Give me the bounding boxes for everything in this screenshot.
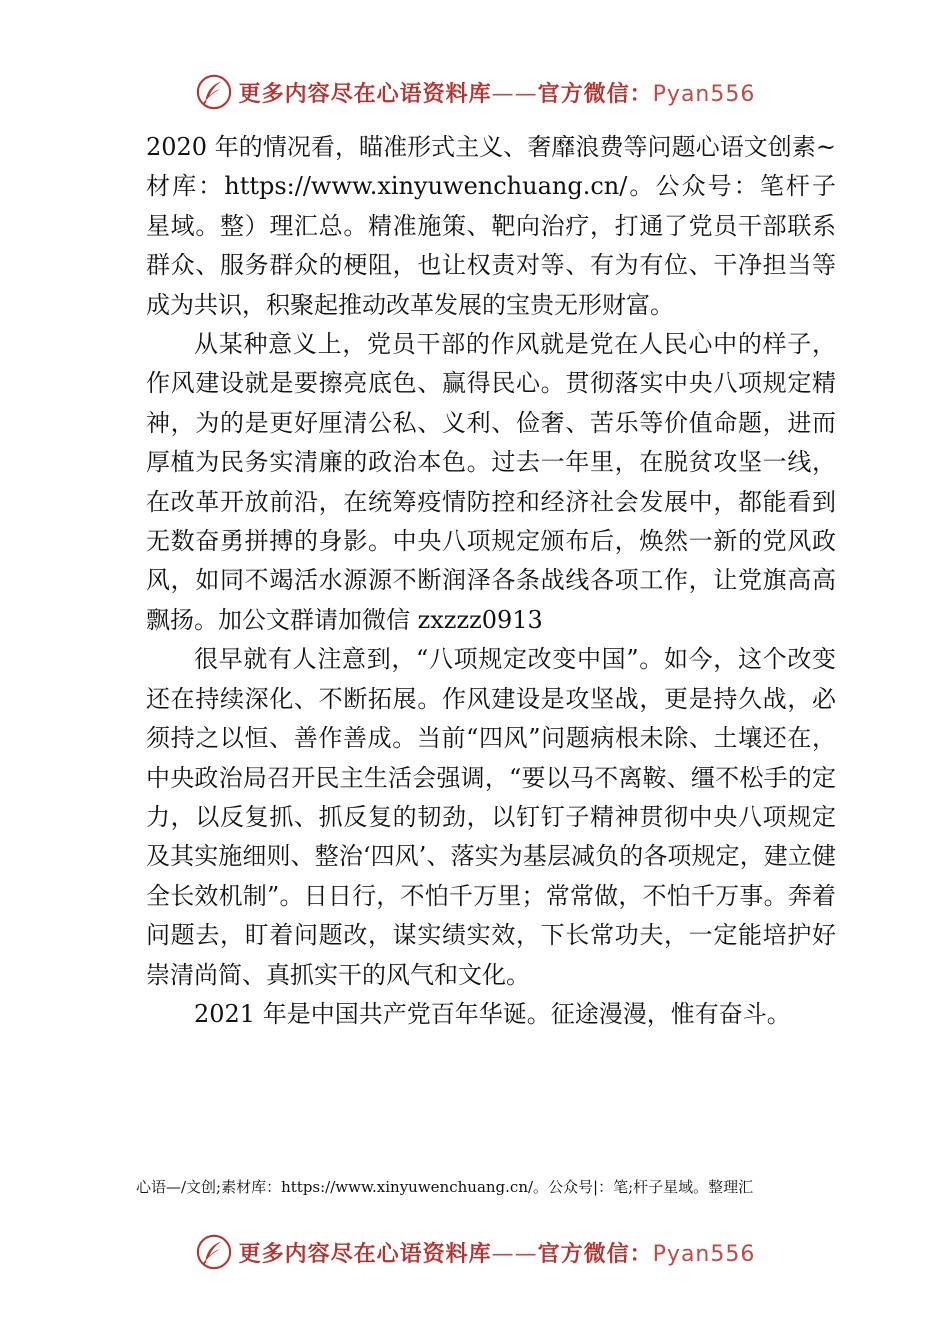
banner-wechat-id: Pyan556: [652, 81, 756, 107]
banner-text: [239, 1237, 756, 1268]
banner-separator: ——: [491, 81, 538, 107]
banner-title: 更多内容尽在心语资料库: [238, 1241, 492, 1267]
paragraph: 很早就有人注意到，“八项规定改变中国”。如今，这个改变还在持续深化、不断拓展。作风建设是攻坚战，更是持久战，必须持之以恒、善作善成。当前“四风”问题病根未除、土壤还在，中央政治局召开民主生活会强调，“要以马不离鞍、缰不松手的定力，以反复抓、抓反复的韧劲，以钉钉子精神贯彻中央八项规定及其实施细则、整治‘四风’、落实为基层减负的各项规定，建立健全长效机制”。日日行，不怕千万里；常常做，不怕千万事。奔着问题去，盯着问题改，谋实绩实效，下长常功夫，一定能培护好崇清尚简、真抓实干的风气和文化。: [146, 645, 836, 989]
document-body: [146, 128, 836, 1034]
footer-note: 心语—/文创;素材库：https://www.xinyuwenchuang.cn/。公众号|：笔;杆子星域。整理汇: [136, 1178, 754, 1196]
banner-text: [239, 77, 756, 108]
banner-title: 更多内容尽在心语资料库: [238, 81, 492, 107]
banner-separator: ——: [491, 1241, 538, 1267]
banner-official-label: 官方微信：: [537, 81, 653, 107]
feather-pen-logo-icon: [195, 73, 233, 111]
paragraph: 2020 年的情况看，瞄准形式主义、奢靡浪费等问题心语文创素~材库：https://www.xinyuwenchuang.cn/。公众号：笔杆子星域。整）理汇总。精准施策、靶向治疗，打通了党员干部联系群众、服务群众的梗阻，也让权责对等、有为有位、干净担当等成为共识，积聚起推动改革发展的宝贵无形财富。: [146, 133, 836, 319]
footer-banner: [0, 1228, 950, 1276]
header-banner: [0, 68, 950, 116]
banner-wechat-id: Pyan556: [652, 1241, 756, 1267]
banner-official-label: 官方微信：: [537, 1241, 653, 1267]
paragraph: 2021 年是中国共产党百年华诞。征途漫漫，惟有奋斗。: [194, 999, 791, 1028]
paragraph: 从某种意义上，党员干部的作风就是党在人民心中的样子，作风建设就是要擦亮底色、赢得民心。贯彻落实中央八项规定精神，为的是更好厘清公私、义利、俭奢、苦乐等价值命题，进而厚植为民务实清廉的政治本色。过去一年里，在脱贫攻坚一线，在改革开放前沿，在统筹疫情防控和经济社会发展中，都能看到无数奋勇拼搏的身影。中央八项规定颁布后，焕然一新的党风政风，如同不竭活水源源不断润泽各条战线各项工作，让党旗高高飘扬。加公文群请加微信 zxzzz0913: [146, 330, 836, 634]
feather-pen-logo-icon: [195, 1233, 233, 1271]
